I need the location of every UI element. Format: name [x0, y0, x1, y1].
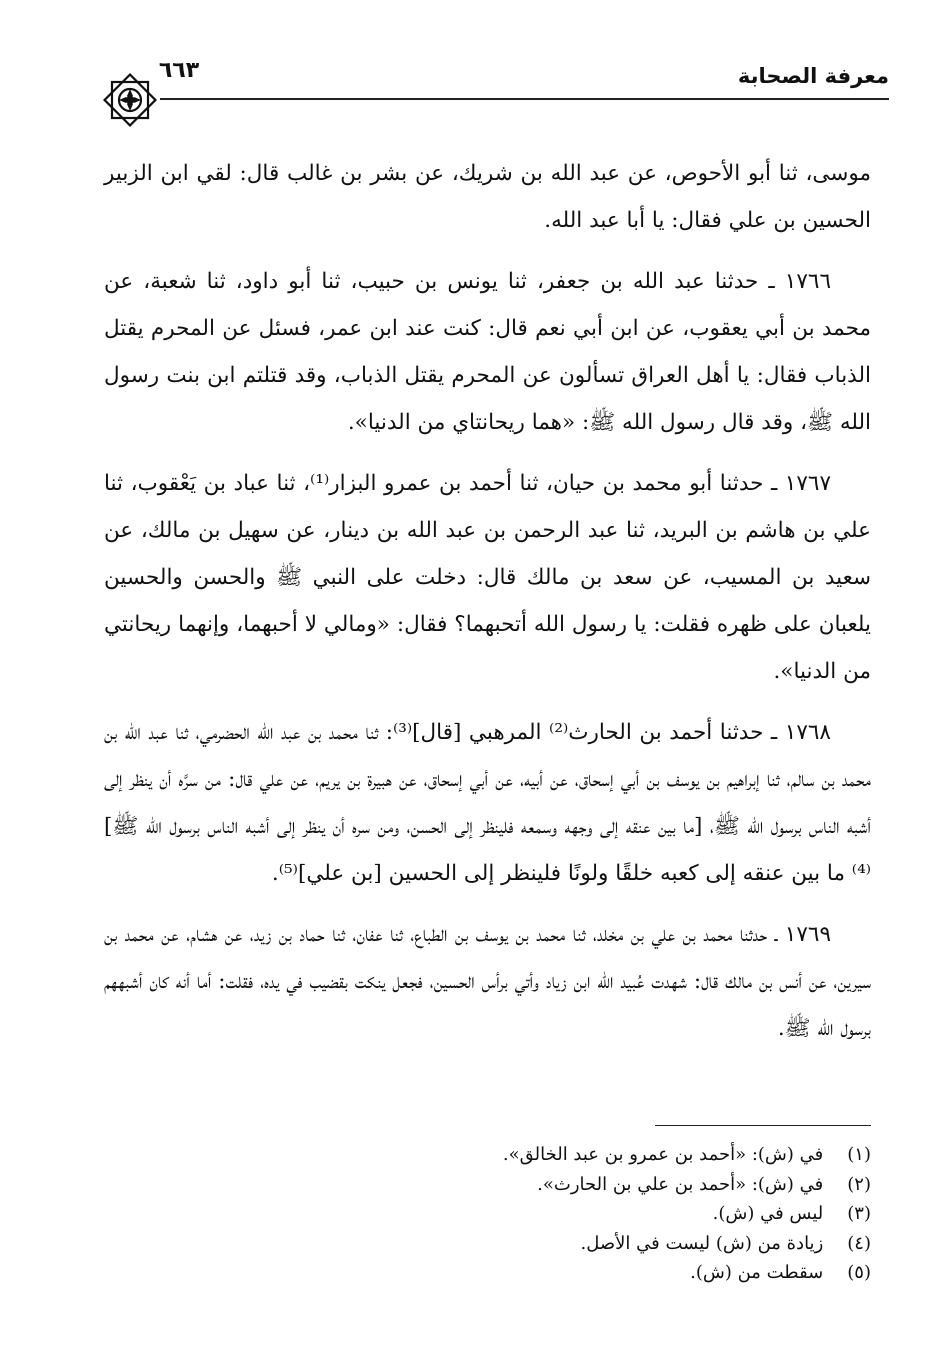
main-text — [104, 150, 871, 1066]
running-title: معرفة الصحابة — [737, 64, 889, 88]
page-number: ٦٦٣ — [158, 58, 200, 83]
footnote-number: (٣) — [847, 1203, 871, 1224]
page-header — [100, 58, 889, 118]
footnote-item — [104, 1140, 871, 1170]
footnote-text: زيادة من (ش) ليست في الأصل. — [580, 1232, 824, 1254]
footnotes — [104, 1140, 871, 1288]
footnote-text: سقطت من (ش). — [690, 1262, 824, 1283]
hadith-1767: ١٧٦٧ ـ حدثنا أبو محمد بن حيان، ثنا أحمد بن عمرو البزار⁽¹⁾، ثنا عباد بن يَعْقوب، ثنا علي بن هاشم بن البريد، ثنا عبد الرحمن بن عبد الله بن دينار، عن سهيل بن مالك، عن سعيد بن المسيب، عن سعد بن مالك قال: دخلت على النبي ﷺ والحسن والحسين يلعبان على ظهره فقلت: يا رسول الله أتحبهما؟ فقال: «ومالي لا أحبهما، وإنهما ريحانتي من الدنيا». — [104, 471, 871, 684]
footnote-number: (١) — [847, 1144, 871, 1165]
header-rule — [160, 98, 889, 100]
footnote-item — [104, 1229, 871, 1259]
footnote-item — [104, 1199, 871, 1229]
hadith-1766: ١٧٦٦ ـ حدثنا عبد الله بن جعفر، ثنا يونس بن حبيب، ثنا أبو داود، ثنا شعبة، عن محمد بن أبي يعقوب، عن ابن أبي نعم قال: كنت عند ابن عمر، فسئل عن المحرم يقتل الذباب فقال: يا أهل العراق تسألون عن المحرم يقتل الذباب، وقد قتلتم ابن بنت رسول الله ﷺ، وقد قال رسول الله ﷺ: «هما ريحانتاي من الدنيا». — [104, 269, 871, 435]
footnote-text: ليس في (ش). — [712, 1203, 824, 1224]
footnote-item — [104, 1170, 871, 1200]
footnote-separator — [655, 1125, 871, 1126]
footnote-text: في (ش): «أحمد بن علي بن الحارث». — [537, 1173, 824, 1195]
footnote-number: (٥) — [847, 1262, 871, 1283]
footnote-item — [104, 1258, 871, 1288]
footnote-text: في (ش): «أحمد بن عمرو بن عبد الخالق». — [502, 1144, 824, 1165]
hadith-1769: ١٧٦٩ ـ حدثنا محمد بن علي بن مخلد، ثنا محمد بن يوسف بن الطباع، ثنا عفان، ثنا حماد بن زيد، عن هشام، عن محمد بن سيرين، عن أنس بن مالك قال: شهدت عُبيد الله ابن زياد وأتي برأس الحسين، فجعل ينكت بقضيب في يده، فقلت: أما أنه كان أشبههم برسول الله ﷺ. — [104, 922, 871, 1041]
footnote-number: (٢) — [847, 1173, 871, 1195]
hadith-1768: ١٧٦٨ ـ حدثنا أحمد بن الحارث⁽²⁾ المرهبي [قال]⁽³⁾: ثنا محمد بن عبد الله الحضرمي، ثنا عبد الله بن محمد بن سالم، ثنا إبراهيم بن يوسف بن أبي إسحاق، عن أبيه، عن أبي إسحاق، عن هبيرة بن يريم، عن علي قال: من سرَّه أن ينظر إلى أشبه الناس برسول الله ﷺ، [ما بين عنقه إلى وجهه وسمعه فلينظر إلى الحسن، ومن سره أن ينظر إلى أشبه الناس برسول الله ﷺ]⁽⁴⁾ ما بين عنقه إلى كعبه خلقًا ولونًا فلينظر إلى الحسين [بن علي]⁽⁵⁾. — [104, 720, 871, 886]
paragraph-continuation: موسى، ثنا أبو الأحوص، عن عبد الله بن شريك، عن بشر بن غالب قال: لقي ابن الزبير الحسين بن علي فقال: يا أبا عبد الله. — [104, 161, 871, 233]
octagram-rosette-icon — [98, 68, 162, 132]
footnote-number: (٤) — [847, 1232, 871, 1254]
